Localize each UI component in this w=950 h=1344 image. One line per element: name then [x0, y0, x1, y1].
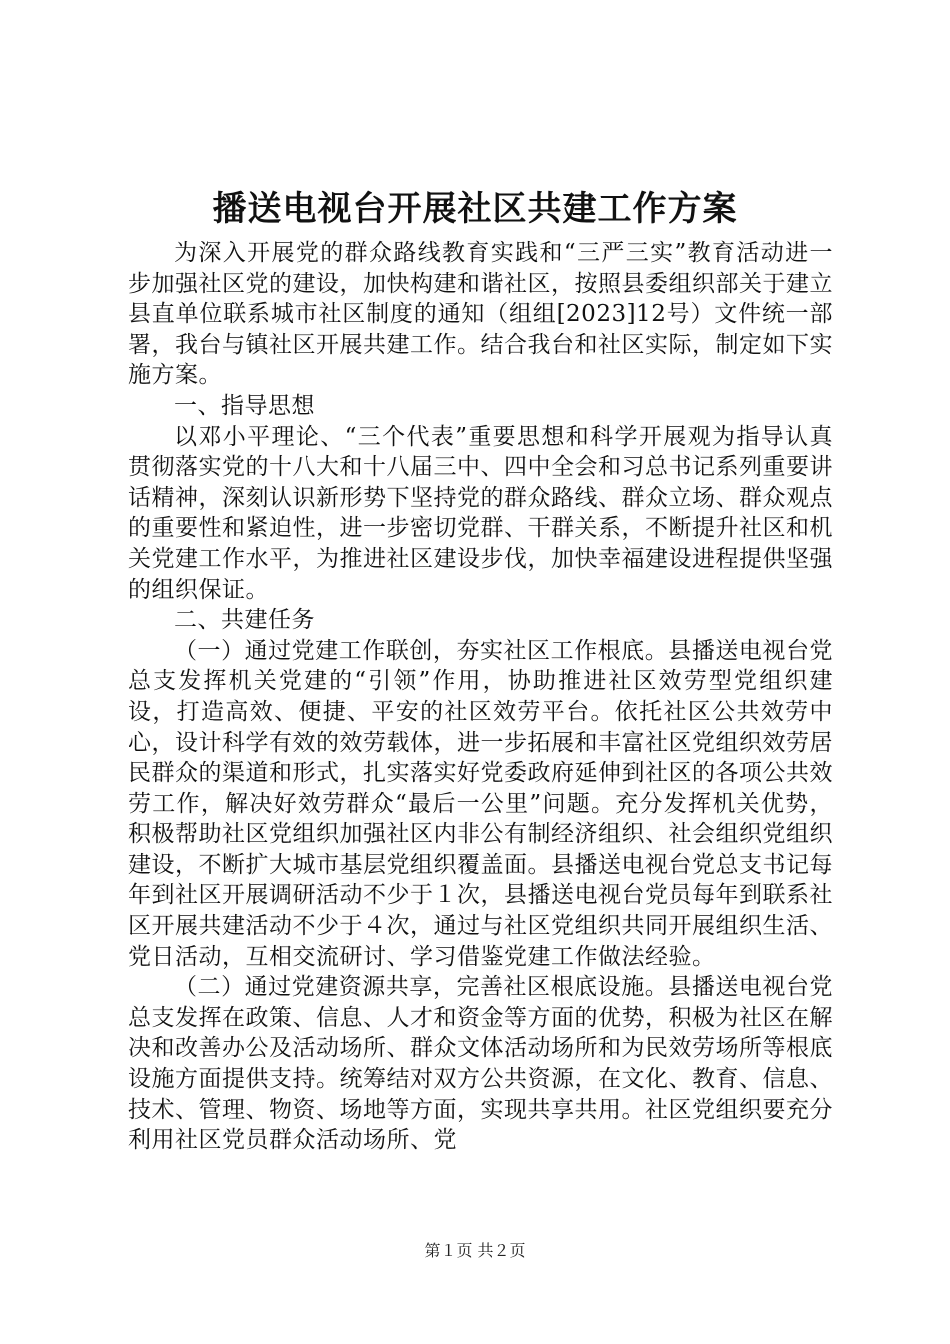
document-title: 播送电视台开展社区共建工作方案	[212, 189, 738, 229]
document-body	[128, 238, 833, 1156]
task-one-paragraph: （一）通过党建工作联创，夯实社区工作根底。县播送电视台党总支发挥机关党建的“引领”作用，协助推进社区效劳型党组织建设，打造高效、便捷、平安的社区效劳平台。依托社区公共效劳中心，设计科学有效的效劳载体，进一步拓展和丰富社区党组织效劳居民群众的渠道和形式，扎实落实好党委政府延伸到社区的各项公共效劳工作，解决好效劳群众“最后一公里”问题。充分发挥机关优势，积极帮助社区党组织加强社区内非公有制经济组织、社会组织党组织建设，不断扩大城市基层党组织覆盖面。县播送电视台党总支书记每年到社区开展调研活动不少于１次，县播送电视台党员每年到联系社区开展共建活动不少于４次，通过与社区党组织共同开展组织生活、党日活动，互相交流研讨、学习借鉴党建工作做法经验。	[128, 637, 833, 970]
guiding-ideology-paragraph: 以邓小平理论、“三个代表”重要思想和科学开展观为指导认真贯彻落实党的十八大和十八届三中、四中全会和习总书记系列重要讲话精神，深刻认识新形势下坚持党的群众路线、群众立场、群众观点的重要性和紧迫性，进一步密切党群、干群关系，不断提升社区和机关党建工作水平，为推进社区建设步伐，加快幸福建设进程提供坚强的组织保证。	[128, 423, 833, 603]
intro-paragraph: 为深入开展党的群众路线教育实践和“三严三实”教育活动进一步加强社区党的建设，加快构建和谐社区，按照县委组织部关于建立县直单位联系城市社区制度的通知（组组[2023]12号）文件统一部署，我台与镇社区开展共建工作。结合我台和社区实际，制定如下实施方案。	[128, 240, 833, 389]
task-two-paragraph: （二）通过党建资源共享，完善社区根底设施。县播送电视台党总支发挥在政策、信息、人才和资金等方面的优势，积极为社区在解决和改善办公及活动场所、群众文体活动场所和为民效劳场所等根底设施方面提供支持。统筹结对双方公共资源，在文化、教育、信息、技术、管理、物资、场地等方面，实现共享共用。社区党组织要充分利用社区党员群众活动场所、党	[128, 974, 833, 1154]
section-heading-joint-tasks: 二、共建任务	[174, 607, 315, 634]
page-footer: 第１页 共２页	[424, 1241, 526, 1260]
section-heading-guiding-ideology: 一、指导思想	[174, 392, 315, 419]
